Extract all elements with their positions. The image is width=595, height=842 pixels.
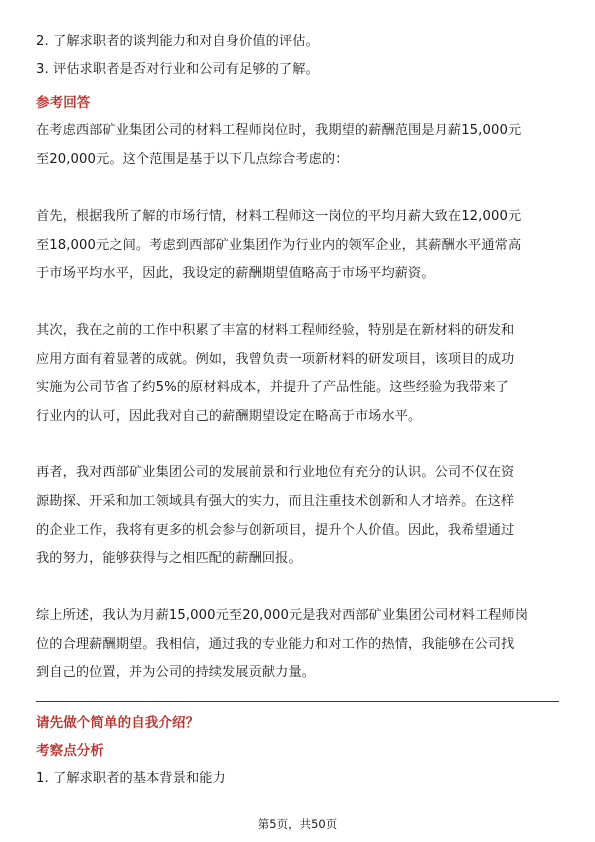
question-point: 2. 了解求职者的谈判能力和对自身价值的评估。	[36, 34, 319, 49]
answer-line: 我的努力，能够获得与之相匹配的薪酬回报。	[36, 551, 302, 566]
answer-line: 首先，根据我所了解的市场行情，材料工程师这一岗位的平均月薪大致在12,000元	[36, 209, 522, 224]
question-title: 请先做个简单的自我介绍？	[36, 715, 200, 731]
answer-line: 再者，我对西部矿业集团公司的发展前景和行业地位有充分的认识。公司不仅在资	[36, 465, 515, 480]
analysis-heading: 考察点分析	[36, 743, 104, 759]
answer-line: 综上所述，我认为月薪15,000元至20,000元是我对西部矿业集团公司材料工程师岗	[36, 608, 529, 623]
question-point: 1. 了解求职者的基本背景和能力	[36, 771, 226, 786]
answer-line: 到自己的位置，并为公司的持续发展贡献力量。	[36, 665, 316, 680]
answer-line: 在考虑西部矿业集团公司的材料工程师岗位时，我期望的薪酬范围是月薪15,000元	[36, 123, 522, 138]
page-number: 第5页，共50页	[257, 817, 338, 831]
answer-line: 其次，我在之前的工作中积累了丰富的材料工程师经验，特别是在新材料的研发和	[36, 323, 515, 338]
answer-line: 源勘探、开采和加工领域具有强大的实力，而且注重技术创新和人才培养。在这样	[36, 494, 515, 509]
answer-line: 的企业工作，我将有更多的机会参与创新项目，提升个人价值。因此，我希望通过	[36, 523, 515, 538]
answer-line: 位的合理薪酬期望。我相信，通过我的专业能力和对工作的热情，我能够在公司找	[36, 637, 515, 652]
section-divider	[36, 701, 559, 702]
answer-line: 至20,000元。这个范围是基于以下几点综合考虑的：	[36, 152, 349, 167]
answer-line: 实施为公司节省了约5%的原材料成本，并提升了产品性能。这些经验为我带来了	[36, 380, 509, 395]
answer-line: 应用方面有着显著的成就。例如，我曾负责一项新材料的研发项目，该项目的成功	[36, 352, 515, 367]
answer-line: 于市场平均水平，因此，我设定的薪酬期望值略高于市场平均薪资。	[36, 266, 435, 281]
answer-line: 至18,000元之间。考虑到西部矿业集团作为行业内的领军企业，其薪酬水平通常高	[36, 238, 522, 253]
answer-line: 行业内的认可，因此我对自己的薪酬期望设定在略高于市场水平。	[36, 409, 422, 424]
question-point: 3. 评估求职者是否对行业和公司有足够的了解。	[36, 62, 319, 77]
answer-heading: 参考回答	[36, 95, 91, 111]
